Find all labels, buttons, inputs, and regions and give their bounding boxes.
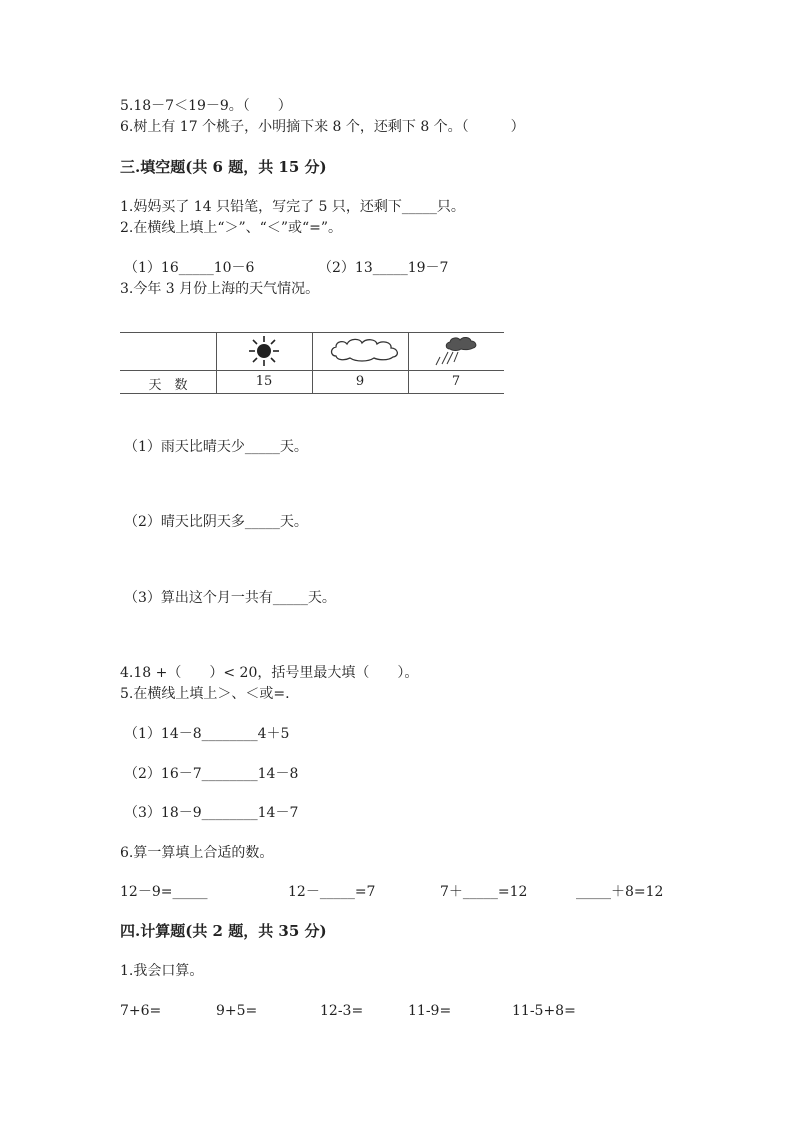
rainy-days-value: 7 [451, 374, 461, 389]
table-row-label: 天 数 [148, 378, 188, 393]
fill-question-2: 2.在横线上填上“＞”、“＜”或“=”。 [120, 220, 343, 236]
section-3-title: 三.填空题(共 6 题，共 15 分) [120, 158, 327, 176]
calc-item: 11-9= [408, 1003, 452, 1019]
rain-icon [428, 335, 480, 367]
fill-question-5-part-2: （2）16－7________14－8 [124, 766, 299, 782]
fill-question-6-item: 12－_____=7 [288, 884, 376, 900]
section-4-title: 四.计算题(共 2 题，共 35 分) [120, 922, 327, 940]
calc-question-1: 1.我会口算。 [120, 963, 204, 979]
fill-question-1: 1.妈妈买了 14 只铅笔，写完了 5 只，还剩下_____只。 [120, 199, 465, 215]
judge-question-6: 6.树上有 17 个桃子，小明摘下来 8 个，还剩下 8 个。（ ） [120, 119, 525, 135]
fill-question-5-part-3: （3）18－9________14－7 [124, 805, 299, 821]
fill-question-5: 5.在横线上填上＞、＜或=. [120, 686, 290, 702]
fill-question-3-part-3: （3）算出这个月一共有_____天。 [124, 590, 336, 606]
fill-question-3: 3.今年 3 月份上海的天气情况。 [120, 281, 320, 297]
calc-item: 11-5+8= [512, 1003, 576, 1019]
calc-item: 9+5= [216, 1003, 258, 1019]
cloudy-days-value: 9 [355, 374, 365, 389]
fill-question-2-part-2: （2）13_____19－7 [318, 260, 449, 276]
cloud-icon [328, 336, 404, 364]
weather-table [120, 332, 504, 394]
fill-question-6-item: _____＋8=12 [576, 884, 664, 900]
fill-question-3-part-2: （2）晴天比阴天多_____天。 [124, 514, 308, 530]
fill-question-4: 4.18 +（ ）< 20，括号里最大填（ ）。 [120, 665, 419, 681]
sunny-days-value: 15 [255, 374, 273, 389]
judge-question-5: 5.18－7＜19－9。（ ） [120, 98, 292, 114]
calc-item: 12-3= [320, 1003, 364, 1019]
sun-icon [247, 334, 281, 368]
fill-question-6: 6.算一算填上合适的数。 [120, 845, 274, 861]
fill-question-2-part-1: （1）16_____10－6 [124, 260, 255, 276]
calc-item: 7+6= [120, 1003, 162, 1019]
fill-question-3-part-1: （1）雨天比晴天少_____天。 [124, 439, 308, 455]
fill-question-6-item: 12－9=_____ [120, 884, 208, 900]
fill-question-5-part-1: （1）14－8________4＋5 [124, 726, 290, 742]
fill-question-6-item: 7＋_____=12 [440, 884, 528, 900]
